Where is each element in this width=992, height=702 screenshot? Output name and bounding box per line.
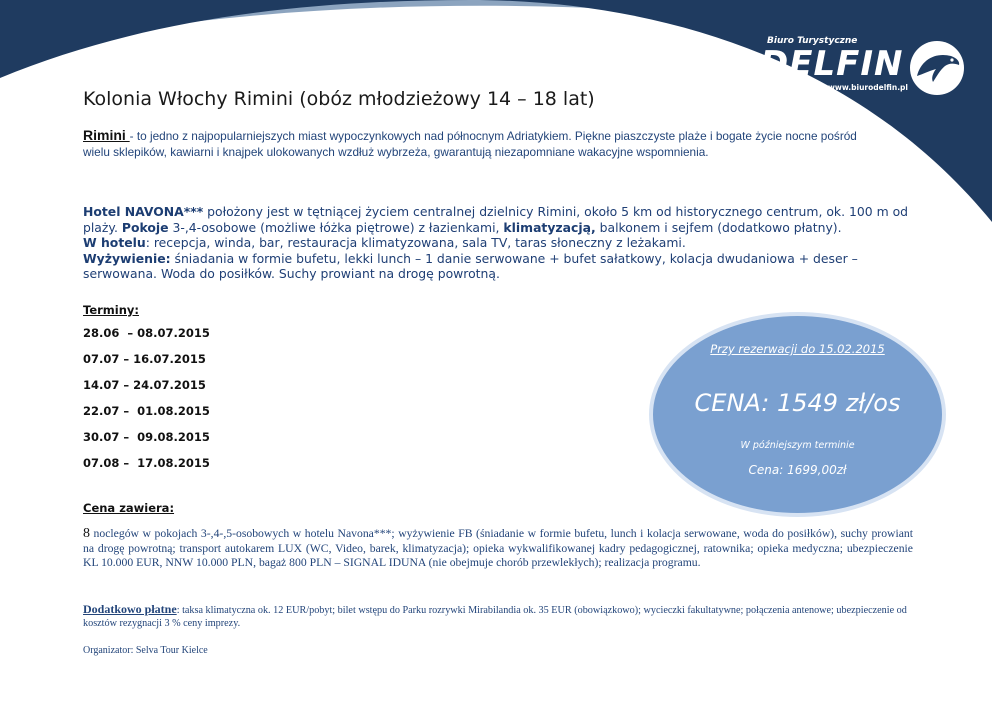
rimini-lead: Rimini — [83, 127, 130, 143]
rimini-description — [83, 128, 863, 160]
term-date: 07.08 – 17.08.2015 — [83, 456, 210, 470]
term-date: 30.07 – 09.08.2015 — [83, 430, 210, 444]
in-hotel-text: : recepcja, winda, bar, restauracja klimatyzowana, sala TV, taras słoneczny z leżakami. — [145, 235, 686, 250]
later-price: Cena: 1699,00zł — [748, 463, 847, 477]
organizer: Organizator: Selva Tour Kielce — [83, 645, 208, 656]
page-title: Kolonia Włochy Rimini (obóz młodzieżowy 14 – 18 lat) — [83, 88, 595, 110]
rooms-label: Pokoje — [121, 219, 169, 235]
term-date: 14.07 – 24.07.2015 — [83, 378, 206, 392]
hotel-name: Hotel NAVONA*** — [83, 204, 204, 219]
term-date: 22.07 – 01.08.2015 — [83, 404, 210, 418]
extra-costs — [83, 603, 913, 630]
later-booking-label: W późniejszym terminie — [740, 440, 855, 451]
logo-name: DELFIN — [760, 44, 904, 84]
rimini-text: - to jedno z najpopularniejszych miast wypoczynkowych nad północnym Adriatykiem. Piękne piaszczyste plaże i bogate życie nocne pośród wielu sklepików, kawiarni i knajpek ulokowanych wzdłuż wybrzeża, gwarantują niezapomniane wakacyjne wspomnienia. — [83, 129, 857, 159]
in-hotel-label: W hotelu — [83, 235, 146, 250]
ac-label: klimatyzacją, — [503, 219, 596, 235]
in-hotel-paragraph — [83, 235, 913, 251]
hotel-text-3: balkonem i sejfem (dodatkowo płatny). — [595, 219, 842, 235]
hotel-text-2: 3-,4-osobowe (możliwe łóżka piętrowe) z łazienkami, — [168, 219, 504, 235]
delfin-logo[interactable] — [760, 36, 975, 98]
term-date: 28.06 – 08.07.2015 — [83, 326, 210, 340]
hotel-paragraph — [83, 204, 913, 235]
food-text: śniadania w formie bufetu, lekki lunch – 1 danie serwowane + bufet sałatkowy, kolacja dwudaniowa + deser – serwowana. Woda do posiłków. Suchy prowiant na drogę powrotną. — [83, 250, 858, 281]
extra-text: : taksa klimatyczna ok. 12 EUR/pobyt; bilet wstępu do Parku rozrywki Mirabilandia ok. 35 EUR (obowiązkowo); wycieczki fakultatywne; połączenia antenowe; ubezpieczenie od kosztów rezygnacji 3 % ceny imprezy. — [83, 605, 907, 629]
includes-text — [83, 527, 913, 571]
dolphin-icon — [907, 38, 967, 98]
hotel-text-1: położony jest w tętniącej życiem centralnej dzielnicy Rimini, około 5 km od historycznego centrum, ok. 100 m od plaży. — [83, 204, 909, 235]
food-label: Wyżywienie: — [83, 250, 171, 266]
term-date: 07.07 – 16.07.2015 — [83, 352, 206, 366]
food-paragraph — [83, 251, 913, 282]
terms-list — [83, 326, 210, 482]
includes-lead: 8 — [83, 526, 90, 541]
main-price: CENA: 1549 zł/os — [694, 389, 901, 417]
early-booking-text: Przy rezerwacji do 15.02.2015 — [710, 342, 885, 356]
terms-heading: Terminy: — [83, 303, 139, 317]
hotel-description — [83, 204, 913, 282]
extra-label: Dodatkowo płatne — [83, 602, 177, 616]
logo-url: www.biurodelfin.pl — [828, 83, 908, 92]
logo-subtitle: Biuro Turystyczne — [767, 36, 858, 46]
includes-body: noclegów w pokojach 3-,4-,5-osobowych w hotelu Navona***; wyżywienie FB (śniadanie w formie bufetu, lunch i kolacja serwowane, woda do posiłków), suchy prowiant na drogę powrotną; transport autokarem LUX (WC, Video, barek, klimatyzacja); opieka wykwalifikowanej kadry pedagogicznej, ratownika; opieka medyczna; ubezpieczenie KL 10.000 EUR, NNW 10.000 PLN, bagaż 800 PLN – SIGNAL IDUNA (nie obejmuje chorób przewlekłych); realizacja programu. — [83, 527, 913, 569]
includes-heading: Cena zawiera: — [83, 501, 175, 515]
